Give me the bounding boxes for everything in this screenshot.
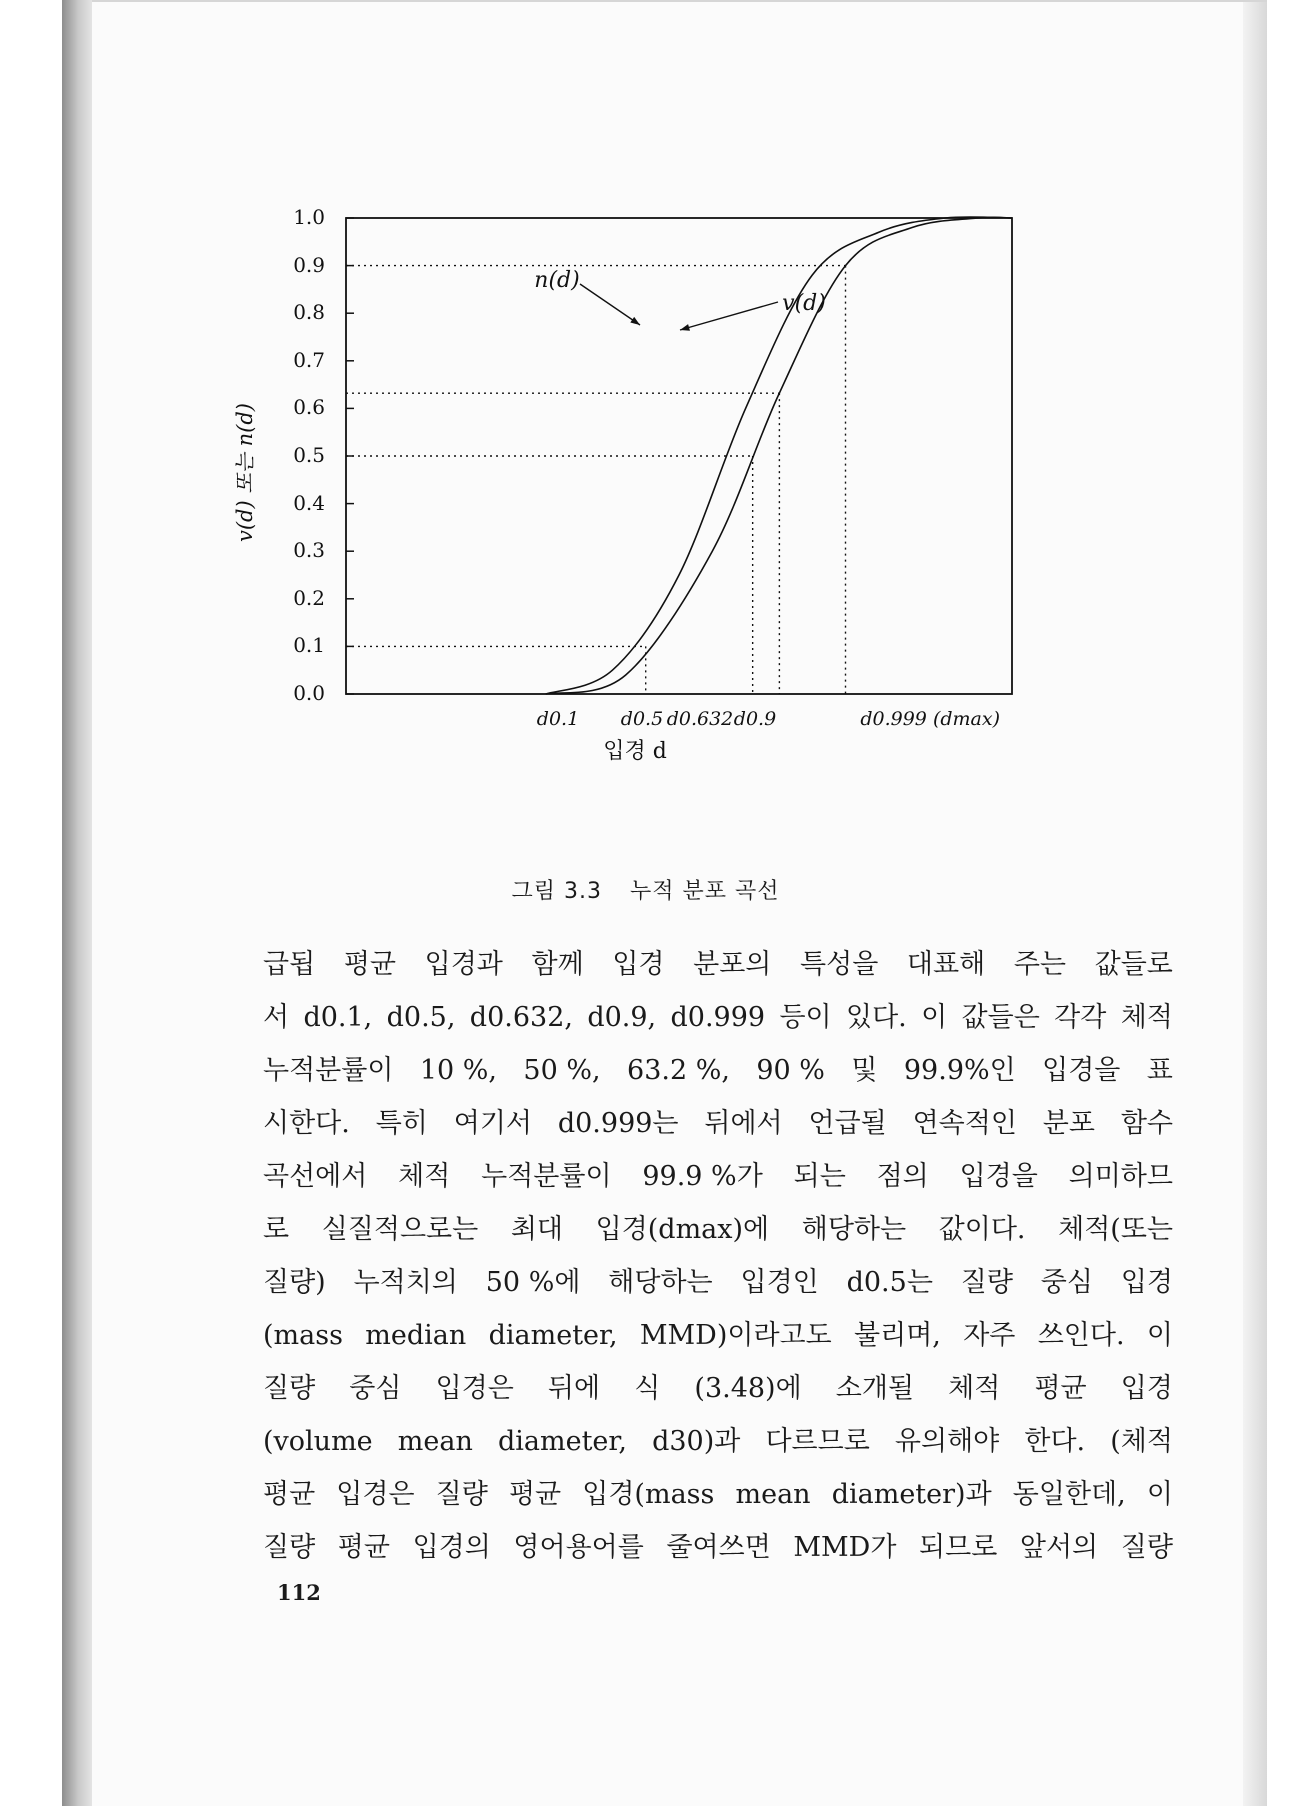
word: 연속적인 (912, 1108, 1017, 1139)
reference-lines (346, 266, 846, 694)
word: 소개될 (835, 1373, 915, 1404)
word: d0.5는 (846, 1267, 933, 1298)
word: 입경의 (412, 1532, 491, 1563)
word: 뒤에서 (704, 1108, 783, 1139)
x-tick-label-dmax: d0.999 (dmax) (860, 708, 1000, 730)
word: (mass (263, 1320, 343, 1351)
word: 최대 (510, 1214, 563, 1245)
word: MMD)이라고도 (639, 1320, 832, 1351)
word: 이 (921, 1002, 948, 1033)
caption-label: 그림 3.3 (511, 879, 602, 904)
word: d0.1, (303, 1002, 373, 1033)
y-tick-label: 0.9 (293, 253, 325, 277)
x-axis-title: 입경 d (603, 739, 667, 764)
word: 쓰인다. (1037, 1320, 1125, 1351)
x-tick-label-d0.1: d0.1 (536, 708, 580, 730)
word: 다르므로 (765, 1426, 870, 1457)
word: 표 (1146, 1055, 1173, 1086)
word: 뒤에 (547, 1373, 601, 1404)
y-tick-label: 1.0 (293, 205, 325, 229)
word: mean (735, 1479, 811, 1510)
y-tick-label: 0.0 (293, 681, 325, 705)
word: 이 (1146, 1479, 1173, 1510)
word: 해당하는 (801, 1214, 907, 1245)
word: 불리며, (854, 1320, 941, 1351)
word: 63.2 %, (627, 1055, 730, 1086)
word: 유의해야 (894, 1426, 1000, 1457)
curve-label-v: v(d) (782, 291, 826, 316)
word: 누적분률이 (263, 1055, 394, 1086)
figure-caption (0, 874, 1291, 905)
word: 입경은 (435, 1373, 514, 1404)
caption-title: 누적 분포 곡선 (630, 879, 780, 904)
text-line (263, 1309, 1173, 1362)
word: 동일한데, (1012, 1479, 1126, 1510)
word: d0.9, (587, 1002, 657, 1033)
y-axis-ticks (346, 218, 354, 694)
word: 입경을 (959, 1161, 1038, 1192)
word: 중심 (1040, 1267, 1093, 1298)
word: 점의 (876, 1161, 929, 1192)
text-line (263, 1203, 1173, 1256)
word: 여기서 (453, 1108, 532, 1139)
text-line (263, 1044, 1173, 1097)
word: 해당하는 (608, 1267, 713, 1298)
word: 곡선에서 (263, 1161, 368, 1192)
leader-n-arrowhead (630, 317, 640, 325)
word: 서 (263, 1002, 290, 1033)
word: 체적 (948, 1373, 1001, 1404)
word: d30)과 (652, 1426, 741, 1457)
word: 체적 (398, 1161, 451, 1192)
x-axis-labels (580, 284, 778, 331)
word: 질량 (263, 1373, 316, 1404)
word: 평균 (1034, 1373, 1087, 1404)
word: 50 %, (523, 1055, 601, 1086)
word: 누적치의 (353, 1267, 458, 1298)
word: 평균 (337, 1532, 390, 1563)
y-tick-label: 0.4 (293, 491, 325, 515)
y-tick-label: 0.8 (293, 300, 325, 324)
text-line (263, 1256, 1173, 1309)
word: 되므로 (919, 1532, 998, 1563)
word: 값들은 (961, 1002, 1040, 1033)
word: 질량) (263, 1267, 326, 1298)
word: 주는 (1013, 949, 1066, 980)
word: 평균 (343, 949, 396, 980)
word: 되는 (793, 1161, 846, 1192)
word: 값들로 (1094, 949, 1173, 980)
word: d0.5, (386, 1002, 456, 1033)
leader-v-arrowhead (680, 324, 690, 331)
x-tick-label-d0.5: d0.5 (620, 708, 664, 730)
x-tick-label-d0.632: d0.632 (666, 708, 734, 730)
word: 50 %에 (485, 1267, 581, 1298)
y-tick-label: 0.1 (293, 633, 325, 657)
word: 중심 (349, 1373, 402, 1404)
word: 식 (634, 1373, 661, 1404)
word: 질량 (1120, 1532, 1173, 1563)
word: 등이 (779, 1002, 832, 1033)
word: 언급될 (808, 1108, 887, 1139)
word: 대표해 (906, 949, 986, 980)
word: d0.999 (670, 1002, 766, 1033)
body-paragraph (263, 938, 1173, 1574)
word: 입경은 (336, 1479, 415, 1510)
word: MMD가 (793, 1532, 897, 1563)
word: 있다. (845, 1002, 907, 1033)
word: 자주 (963, 1320, 1016, 1351)
y-tick-label: 0.5 (293, 443, 325, 467)
leader-v (680, 302, 778, 330)
word: (volume (263, 1426, 373, 1457)
word: 시한다. (263, 1108, 350, 1139)
word: 줄여쓰면 (666, 1532, 771, 1563)
word: 질량 (263, 1532, 316, 1563)
text-line (263, 1362, 1173, 1415)
word: median (365, 1320, 467, 1351)
word: 영어용어를 (513, 1532, 644, 1563)
text-line (263, 1521, 1173, 1574)
text-line (263, 938, 1173, 991)
word: 99.9 %가 (642, 1161, 763, 1192)
word: 값이다. (938, 1214, 1026, 1245)
word: d0.632, (469, 1002, 573, 1033)
word: diameter)과 (831, 1479, 992, 1510)
y-axis-title: v(d) 또는 n(d) (233, 403, 257, 542)
word: 로 (263, 1214, 290, 1245)
word: 분포의 (693, 949, 772, 980)
curve-label-n: n(d) (534, 268, 580, 293)
y-tick-label: 0.6 (293, 395, 325, 419)
y-tick-label: 0.2 (293, 586, 325, 610)
word: diameter, (497, 1426, 627, 1457)
text-line (263, 1150, 1173, 1203)
word: 입경 (612, 949, 665, 980)
word: 실질적으로는 (321, 1214, 479, 1245)
y-tick-label: 0.7 (293, 348, 325, 372)
word: 입경 (1120, 1267, 1173, 1298)
word: 체적(또는 (1058, 1214, 1173, 1245)
word: 질량 (435, 1479, 488, 1510)
word: 함께 (531, 949, 584, 980)
word: 각각 (1054, 1002, 1107, 1033)
text-line (263, 1468, 1173, 1521)
page-top-edge (92, 0, 1267, 2)
word: diameter, (488, 1320, 618, 1351)
word: 입경(mass (582, 1479, 715, 1510)
cumulative-distribution-chart (230, 180, 1190, 860)
word: 한다. (1024, 1426, 1086, 1457)
word: d0.999는 (557, 1108, 679, 1139)
word: 체적 (1120, 1002, 1173, 1033)
word: 함수 (1120, 1108, 1173, 1139)
word: (체적 (1110, 1426, 1173, 1457)
text-line (263, 1097, 1173, 1150)
page-number: 112 (277, 1580, 321, 1605)
word: 90 % (756, 1055, 825, 1086)
word: 급됩 (263, 949, 316, 980)
word: 및 (851, 1055, 878, 1086)
text-line (263, 1415, 1173, 1468)
x-tick-label-d0.9: d0.9 (733, 708, 777, 730)
word: 분포 (1042, 1108, 1095, 1139)
word: (3.48)에 (694, 1373, 802, 1404)
word: 입경 (1120, 1373, 1173, 1404)
word: 평균 (263, 1479, 316, 1510)
word: 특히 (375, 1108, 428, 1139)
word: 의미하므 (1068, 1161, 1173, 1192)
y-tick-label: 0.3 (293, 538, 325, 562)
leader-n (580, 284, 640, 325)
chart-svg (230, 180, 1190, 860)
word: 입경과 (424, 949, 503, 980)
word: 평균 (508, 1479, 562, 1510)
word: 앞서의 (1019, 1532, 1099, 1563)
word: 특성을 (800, 949, 879, 980)
word: 입경인 (740, 1267, 819, 1298)
plot-frame (346, 218, 1012, 694)
word: 입경을 (1042, 1055, 1121, 1086)
word: 누적분률이 (481, 1161, 612, 1192)
word: 질량 (960, 1267, 1013, 1298)
text-line (263, 991, 1173, 1044)
word: 10 %, (419, 1055, 498, 1086)
word: 입경(dmax)에 (595, 1214, 770, 1245)
word: 99.9%인 (903, 1055, 1016, 1086)
word: mean (397, 1426, 473, 1457)
word: 이 (1146, 1320, 1173, 1351)
